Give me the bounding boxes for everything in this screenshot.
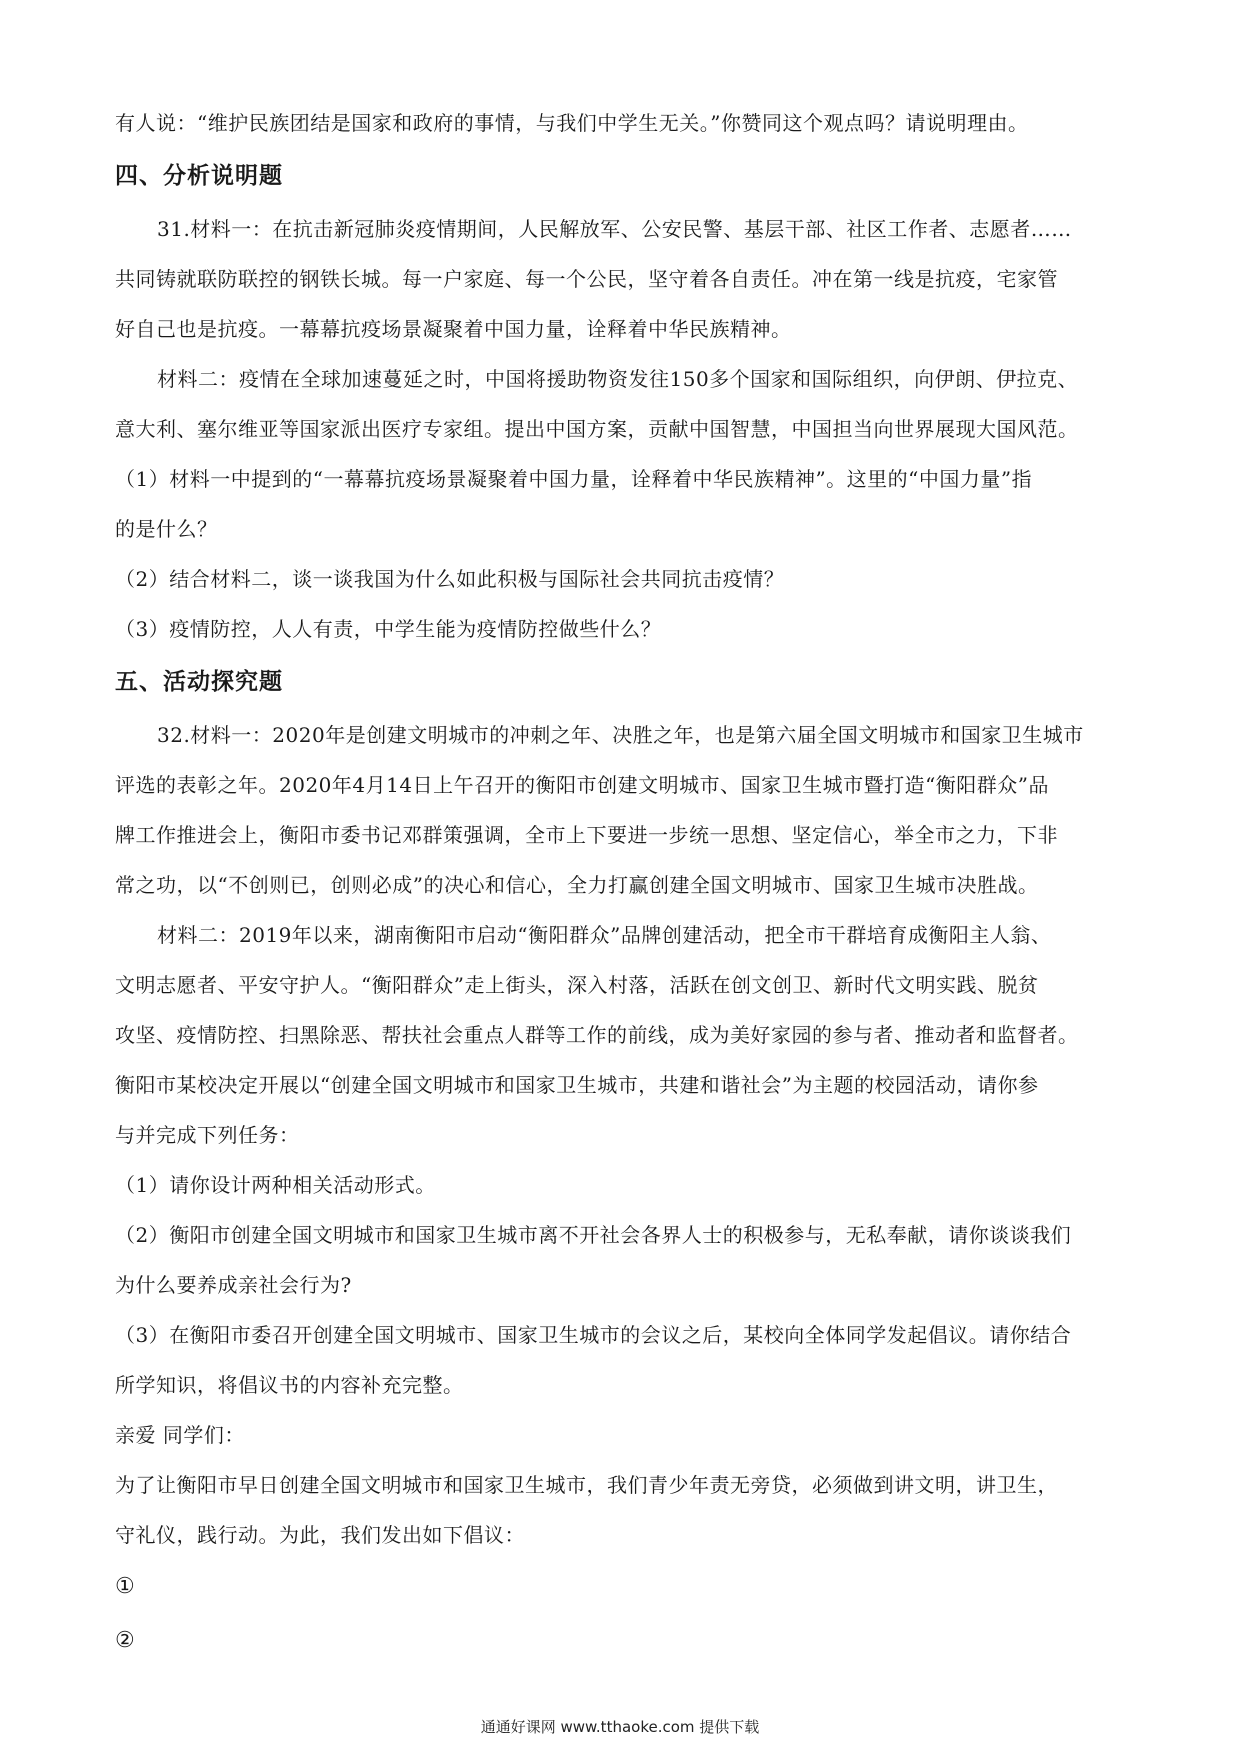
q31-sub1-line: 的是什么？ [115,517,218,541]
q32-material2-line: 衡阳市某校决定开展以“创建全国文明城市和国家卫生城市，共建和谐社会”为主题的校园活动，请你参 [115,1073,1039,1097]
q31-sub2: （2）结合材料二，谈一谈我国为什么如此积极与国际社会共同抗击疫情？ [115,567,785,591]
q31-sub1-line: （1）材料一中提到的“一幕幕抗疫场景凝聚着中国力量，诠释着中华民族精神”。这里的“中国力量”指 [115,467,1033,491]
q32-material2-line: 文明志愿者、平安守护人。“衡阳群众”走上街头，深入村落，活跃在创文创卫、新时代文明实践、脱贫 [115,973,1039,997]
q32-material1-line: 评选的表彰之年。2020年4月14日上午召开的衡阳市创建文明城市、国家卫生城市暨打造“衡阳群众”品 [115,773,1050,797]
page-content [115,98,1125,1668]
question-31 [115,204,1125,654]
letter-item-1: ① [115,1574,136,1599]
q32-sub2-line: （2）衡阳市创建全国文明城市和国家卫生城市离不开社会各界人士的积极参与，无私奉献，请你谈谈我们 [115,1223,1072,1247]
q32-material2-line: 材料二：2019年以来，湖南衡阳市启动“衡阳群众”品牌创建活动，把全市干群培育成衡阳主人翁、 [157,923,1052,947]
q31-sub3: （3）疫情防控，人人有责，中学生能为疫情防控做些什么？ [115,617,662,641]
q32-sub2-line: 为什么要养成亲社会行为? [115,1273,352,1297]
question-30-text: 有人说：“维护民族团结是国家和政府的事情，与我们中学生无关。”你赞同这个观点吗？请说明理由。 [115,111,1029,135]
question-32 [115,710,1125,1668]
q32-sub3-line: （3）在衡阳市委召开创建全国文明城市、国家卫生城市的会议之后，某校向全体同学发起倡议。请你结合 [115,1323,1072,1347]
q32-sub1: （1）请你设计两种相关活动形式。 [115,1173,436,1197]
q32-material1-line: 常之功，以“不创则已，创则必成”的决心和信心，全力打赢创建全国文明城市、国家卫生城市决胜战。 [115,873,1039,897]
q31-material1-line: 共同铸就联防联控的钢铁长城。每一户家庭、每一个公民，坚守着各自责任。冲在第一线是抗疫，宅家管 [115,267,1058,291]
page-footer: 通通好课网 www.tthaoke.com 提供下载 [480,1718,760,1736]
q31-material2-line: 材料二：疫情在全球加速蔓延之时，中国将援助物资发往150多个国家和国际组织，向伊朗、伊拉克、 [157,367,1079,391]
letter-body-line: 为了让衡阳市早日创建全国文明城市和国家卫生城市，我们青少年责无旁贷，必须做到讲文明，讲卫生， [115,1473,1058,1497]
letter-salutation: 亲爱 同学们： [115,1423,245,1447]
q31-material1-line: 31.材料一：在抗击新冠肺炎疫情期间，人民解放军、公安民警、基层干部、社区工作者、志愿者…… [157,217,1072,241]
q32-material2-line: 攻坚、疫情防控、扫黑除恶、帮扶社会重点人群等工作的前线，成为美好家园的参与者、推动者和监督者。 [115,1023,1079,1047]
q32-material1-line: 32.材料一：2020年是创建文明城市的冲刺之年、决胜之年，也是第六届全国文明城市和国家卫生城市 [157,723,1084,747]
q31-material2-line: 意大利、塞尔维亚等国家派出医疗专家组。提出中国方案，贡献中国智慧，中国担当向世界展现大国风范。 [115,417,1079,441]
letter-body-line: 守礼仪，践行动。为此，我们发出如下倡议： [115,1523,525,1547]
q32-material2-line: 与并完成下列任务： [115,1123,300,1147]
q32-material1-line: 牌工作推进会上，衡阳市委书记邓群策强调，全市上下要进一步统一思想、坚定信心，举全市之力，下非 [115,823,1058,847]
q31-material1-line: 好自己也是抗疫。一幕幕抗疫场景凝聚着中国力量，诠释着中华民族精神。 [115,317,792,341]
letter-item-2: ② [115,1628,136,1653]
section-5-heading: 五、活动探究题 [115,669,283,695]
q32-sub3-line: 所学知识，将倡议书的内容补充完整。 [115,1373,464,1397]
section-4-heading: 四、分析说明题 [115,163,283,189]
